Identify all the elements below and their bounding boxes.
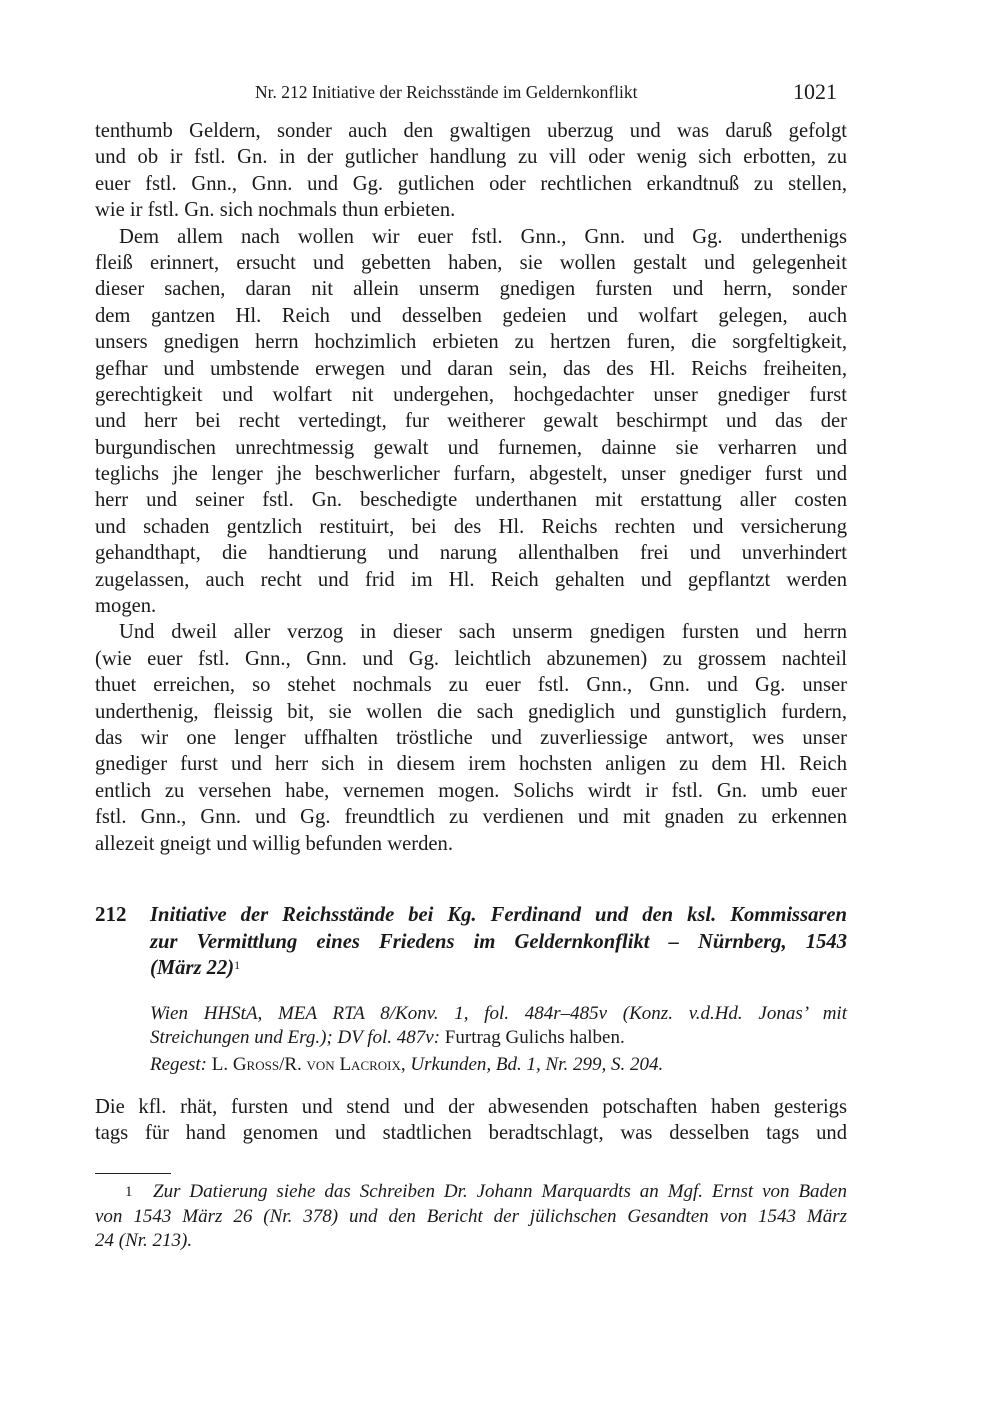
document-number: 212 [95,902,127,926]
regest-note [150,1054,663,1076]
text-line: Die kfl. rhät, fursten und stend und der abwesenden potschaften haben gesterigs [95,1096,847,1118]
regest-label: Regest: [150,1054,207,1075]
running-head-title: Nr. 212 Initiative der Reichsstände im Geldernkonflikt [255,82,638,102]
footnote-reference[interactable]: 1 [234,958,241,972]
text-line: mogen. [95,595,157,618]
text-line: wie ir fstl. Gn. sich nochmals thun erbieten. [95,199,456,222]
text-line: und ob ir fstl. Gn. in der gutlicher handlung zu vill oder wenig sich erbotten, zu [95,146,847,169]
text-line: teglichs jhe lenger jhe beschwerlicher furfarn, abgestelt, unser gnediger furst und [95,463,847,486]
text-line: fstl. Gnn., Gnn. und Gg. freundtlich zu verdienen und mit gnaden zu erkennen [95,806,847,829]
source-line [150,1026,847,1050]
text-line: herr und seiner fstl. Gn. beschedigte underthanen mit erstattung aller costen [95,489,847,512]
source-note [150,1002,847,1049]
text-line: burgundischen unrechtmessig gewalt und furnemen, dainne sie verharren und [95,436,847,459]
text-line: gnediger furst und herr sich in diesem irem hochsten anligen zu dem Hl. Reich [95,753,847,776]
source-endorsement: Furtrag Gulichs halben. [440,1026,625,1048]
text-line: gefhar und umbstende erwegen und daran sein, das des Hl. Reichs freiheiten, [95,357,847,380]
text-line: Dem allem nach wollen wir euer fstl. Gnn., Gnn. und Gg. underthenigs [119,225,847,248]
document-title-line [150,955,847,982]
footnote-divider [95,1173,171,1174]
text-line: zugelassen, auch recht und frid im Hl. Reich gehalten und gepflantzt werden [95,568,847,591]
text-line: das wir one lenger uffhalten tröstliche und zuverliessige antwort, wes unser [95,726,847,749]
document-title-line: Initiative der Reichsstände bei Kg. Ferdinand und den ksl. Kommissaren [150,904,847,926]
document-title-line-text: (März 22) [150,957,235,979]
document-title-line: zur Vermittlung eines Friedens im Geldernkonflikt – Nürnberg, 1543 [150,930,847,953]
document-text [95,1094,847,1147]
text-line: und herr bei recht vertedingt, fur weitherer gewalt beschirmpt und das der [95,410,847,433]
text-line: (wie euer fstl. Gnn., Gnn. und Gg. leichtlich abzunemen) zu grossem nachteil [95,647,847,670]
regest-authors: L. Groß/R. von Lacroix, [206,1054,406,1075]
text-line: dem gantzen Hl. Reich und desselben gedeien und wolfart gelegen, auch [95,304,847,327]
text-line: tags für hand genomen und stadtlichen beradtschlagt, was desselben tags und [95,1122,847,1145]
footnote-number: 1 [125,1184,133,1200]
text-line: und schaden gentzlich restituirt, bei des Hl. Reichs rechten und versicherung [95,515,847,538]
text-line: thuet erreichen, so stehet nochmals zu euer fstl. Gnn., Gnn. und Gg. unser [95,674,847,697]
text-line: euer fstl. Gnn., Gnn. und Gg. gutlichen oder rechtlichen erkandtnuß zu stellen, [95,172,847,195]
text-line: Und dweil aller verzog in dieser sach unserm gnedigen fursten und herrn [119,621,847,644]
text-line: dieser sachen, daran nit allein unserm gnedigen fursten und herrn, sonder [95,278,847,301]
text-line: entlich zu versehen habe, vernemen mogen. Solichs wirdt ir fstl. Gn. umb euer [95,779,847,802]
footnote-line: 24 (Nr. 213). [95,1230,193,1251]
footnote [95,1180,847,1254]
main-text [95,118,847,857]
document-title [150,902,847,982]
text-line: underthenig, fleissig bit, sie wollen die sach gnediglich und gunstiglich furdern, [95,700,847,723]
footnote-line: Zur Datierung siehe das Schreiben Dr. Johann Marquardts an Mgf. Ernst von Baden [153,1181,847,1202]
page-number: 1021 [793,79,837,104]
source-line: Wien HHStA, MEA RTA 8/Konv. 1, fol. 484r–485v (Konz. v.d.Hd. Jonas’ mit [150,1003,847,1024]
source-archive-ref: Streichungen und Erg.); DV fol. 487v: [150,1026,441,1048]
text-line: tenthumb Geldern, sonder auch den gwaltigen uberzug und was daruß gefolgt [95,120,847,142]
text-line: allezeit gneigt und willig befunden werden. [95,832,453,855]
text-line: unsers gnedigen herrn hochzimlich erbieten zu hertzen furen, die sorgfeltigkeit, [95,331,847,354]
footnote-line: von 1543 März 26 (Nr. 378) und den Bericht der jülichschen Gesandten von 1543 März [95,1205,847,1227]
text-line: fleiß erinnert, ersucht und gebetten haben, sie wollen gestalt und gelegenheit [95,251,847,274]
text-line: gehandthapt, die handtierung und narung allenthalben frei und unverhindert [95,542,847,565]
text-line: gerechtigkeit und wolfart nit undergehen, hochgedachter unser gnediger furst [95,383,847,406]
regest-reference: Urkunden, Bd. 1, Nr. 299, S. 204. [405,1054,664,1075]
